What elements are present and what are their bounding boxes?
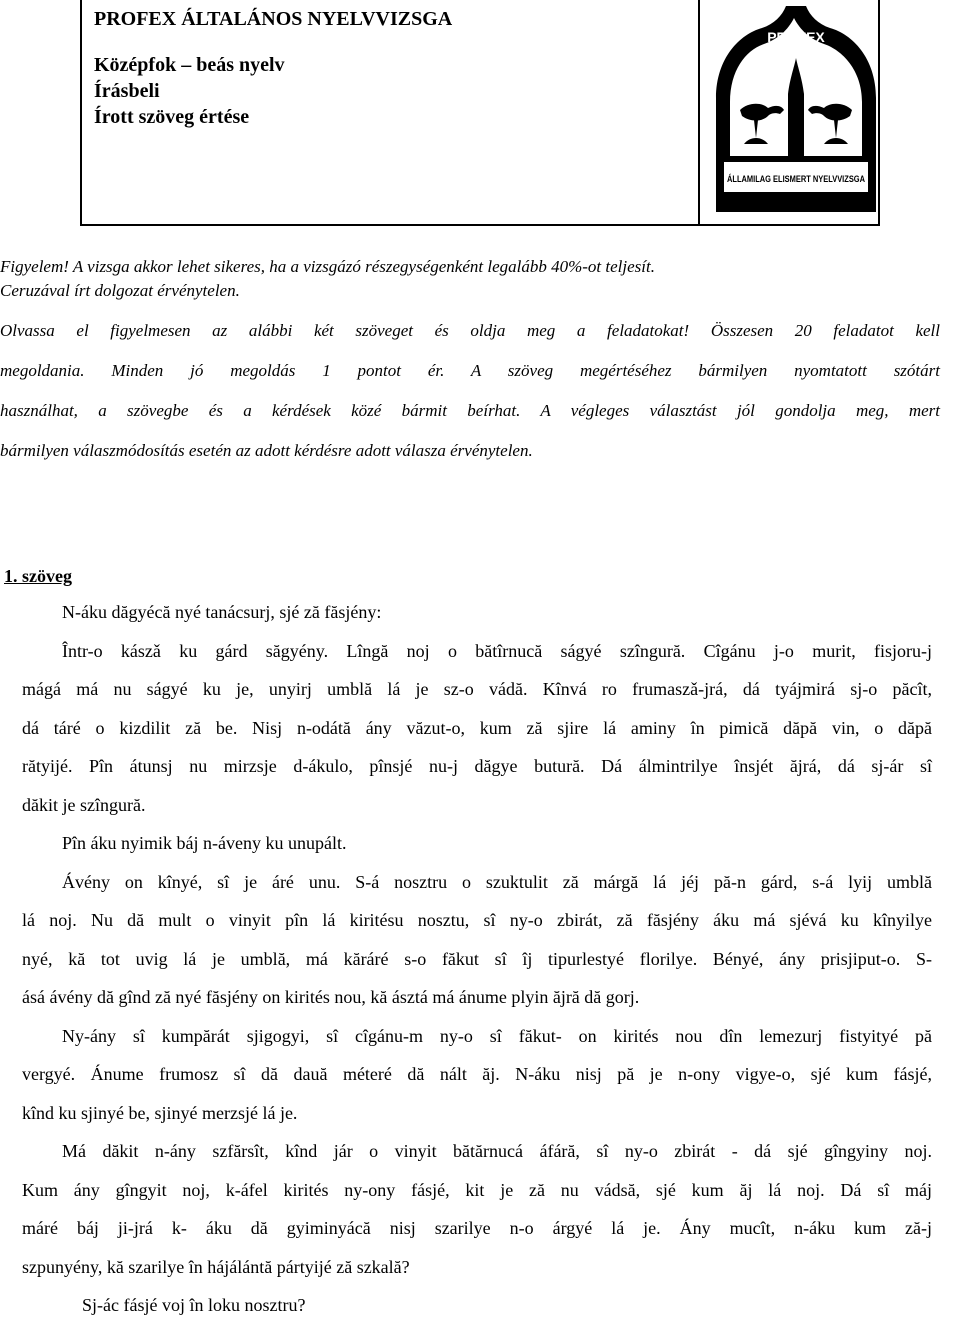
exam-title: PROFEX ÁLTALÁNOS NYELVVIZSGA	[94, 8, 453, 30]
instruction-line: használhat, a szövegbe és a kérdések közé bármit beírhat. A végleges választást jól gondolja meg, mert	[0, 401, 940, 420]
exam-task: Írott szöveg értése	[94, 106, 250, 128]
text-line: N-áku dăgyécă nyé tanácsurj, sjé ză făsjény:	[62, 602, 382, 622]
instruction-line: Ceruzával írt dolgozat érvénytelen.	[0, 281, 240, 300]
text-line: dá táré o kizdilit ză be. Nisj n-odátă ány văzut-o, kum ză sjire lá aminy în pimică dăpă vin, o dăpă	[22, 717, 932, 738]
logo-bottom-text: ÁLLAMILAG ELISMERT NYELVVIZSGA	[727, 174, 866, 185]
text-1-heading: 1. szöveg	[4, 566, 72, 586]
text-line: Sj-ác fásjé voj în loku nosztru?	[82, 1295, 306, 1315]
text-line: vergyé. Ánume frumosz sî dă dauă méteré dă nált ăj. N-áku nisj pă je n-ony vigye-o, sjé kum fásjé,	[22, 1064, 932, 1084]
header-titles	[94, 6, 452, 130]
header-box	[80, 0, 880, 226]
header-divider	[698, 0, 700, 224]
exam-section: Írásbeli	[94, 80, 160, 102]
instruction-line: bármilyen válaszmódosítás esetén az adott kérdésre adott válasza érvénytelen.	[0, 441, 533, 460]
logo-top-text: PROFEX	[767, 29, 825, 45]
profex-logo	[710, 6, 882, 218]
text-line: dăkit je szîngură.	[22, 794, 146, 815]
text-line: máré báj ji-jrá k- áku dă gyiminyácă nisj szarilye n-o árgyé lá je. Ány mucît, n-áku kum ză-j	[22, 1218, 932, 1238]
text-line: lá noj. Nu dă mult o vinyit pîn lá kiritésu nosztu, sî ny-o zbirát, ză făsjény áku má sjévá ku kînyilye	[22, 910, 932, 930]
instructions	[0, 256, 940, 480]
text-line: kînd ku sjinyé be, sjinyé merzsjé lá je.	[22, 1102, 298, 1123]
instruction-line: Olvassa el figyelmesen az alábbi két szöveget és oldja meg a feladatokat! Összesen 20 feladatot kell	[0, 321, 940, 340]
text-line: rătyijé. Pîn átunsj nu mirzsje d-ákulo, pînsjé nu-j dăgye butură. Dá álmintrilye însjét ăjrá, dá sj-ár sî	[22, 756, 932, 776]
text-line: nyé, kă tot uvig lá je umblă, má kăráré s-o făkut sî îj tipurlestyé florilye. Bényé, ány prisjiput-o. S-	[22, 948, 932, 969]
text-1-body	[22, 600, 932, 1332]
text-line: Kum ány gîngyit noj, k-áfel kirités ny-ony fásjé, kit je ză nu vádsă, sjé kum ăj lá noj. Dá sî máj	[22, 1179, 932, 1200]
instruction-line: Figyelem! A vizsga akkor lehet sikeres, ha a vizsgázó részegységenként legalább 40%-ot teljesít.	[0, 257, 655, 276]
exam-level: Középfok – beás nyelv	[94, 54, 285, 76]
text-line: Má dăkit n-ány szfărsît, kînd jár o vinyit bătărnucá áfáră, sî ny-o zbirát - dá sjé gîngyiny noj.	[62, 1141, 932, 1161]
instruction-line: megoldania. Minden jó megoldás 1 pontot ér. A szöveg megértéséhez bármilyen nyomtatott szótárt	[0, 361, 940, 380]
text-line: Pîn áku nyimik báj n-áveny ku unupált.	[62, 833, 347, 853]
text-line: ásá ávény dă gînd ză nyé făsjény on kirités nou, kă ásztá má ánume plyin ăjră dă gorj.	[22, 987, 640, 1007]
text-line: szpunyény, kă szarilye în hájálántă pártyijé ză szkală?	[22, 1256, 410, 1277]
text-line: Într-o kászǎ ku gárd săgyény. Lîngă noj o bătîrnucă ságyé szîngură. Cîgánu j-o murit, fisjoru-j	[62, 640, 932, 661]
text-line: Ávény on kînyé, sî je áré unu. S-á nosztru o szuktulit ză márgă lá jéj pă-n gárd, s-á lyij umblă	[62, 871, 932, 892]
text-line: Ny-ány sî kumpărát sjigogyi, sî cîgánu-m ny-o sî făkut- on kirités nou dîn lemezurj fistyityé pă	[62, 1025, 932, 1046]
text-line: mágá má nu ságyé ku je, unyirj umblă lá je sz-o vádă. Kînvá ro frumaszǎ-jrá, dá tyájmirá sj-o păcît,	[22, 679, 932, 699]
